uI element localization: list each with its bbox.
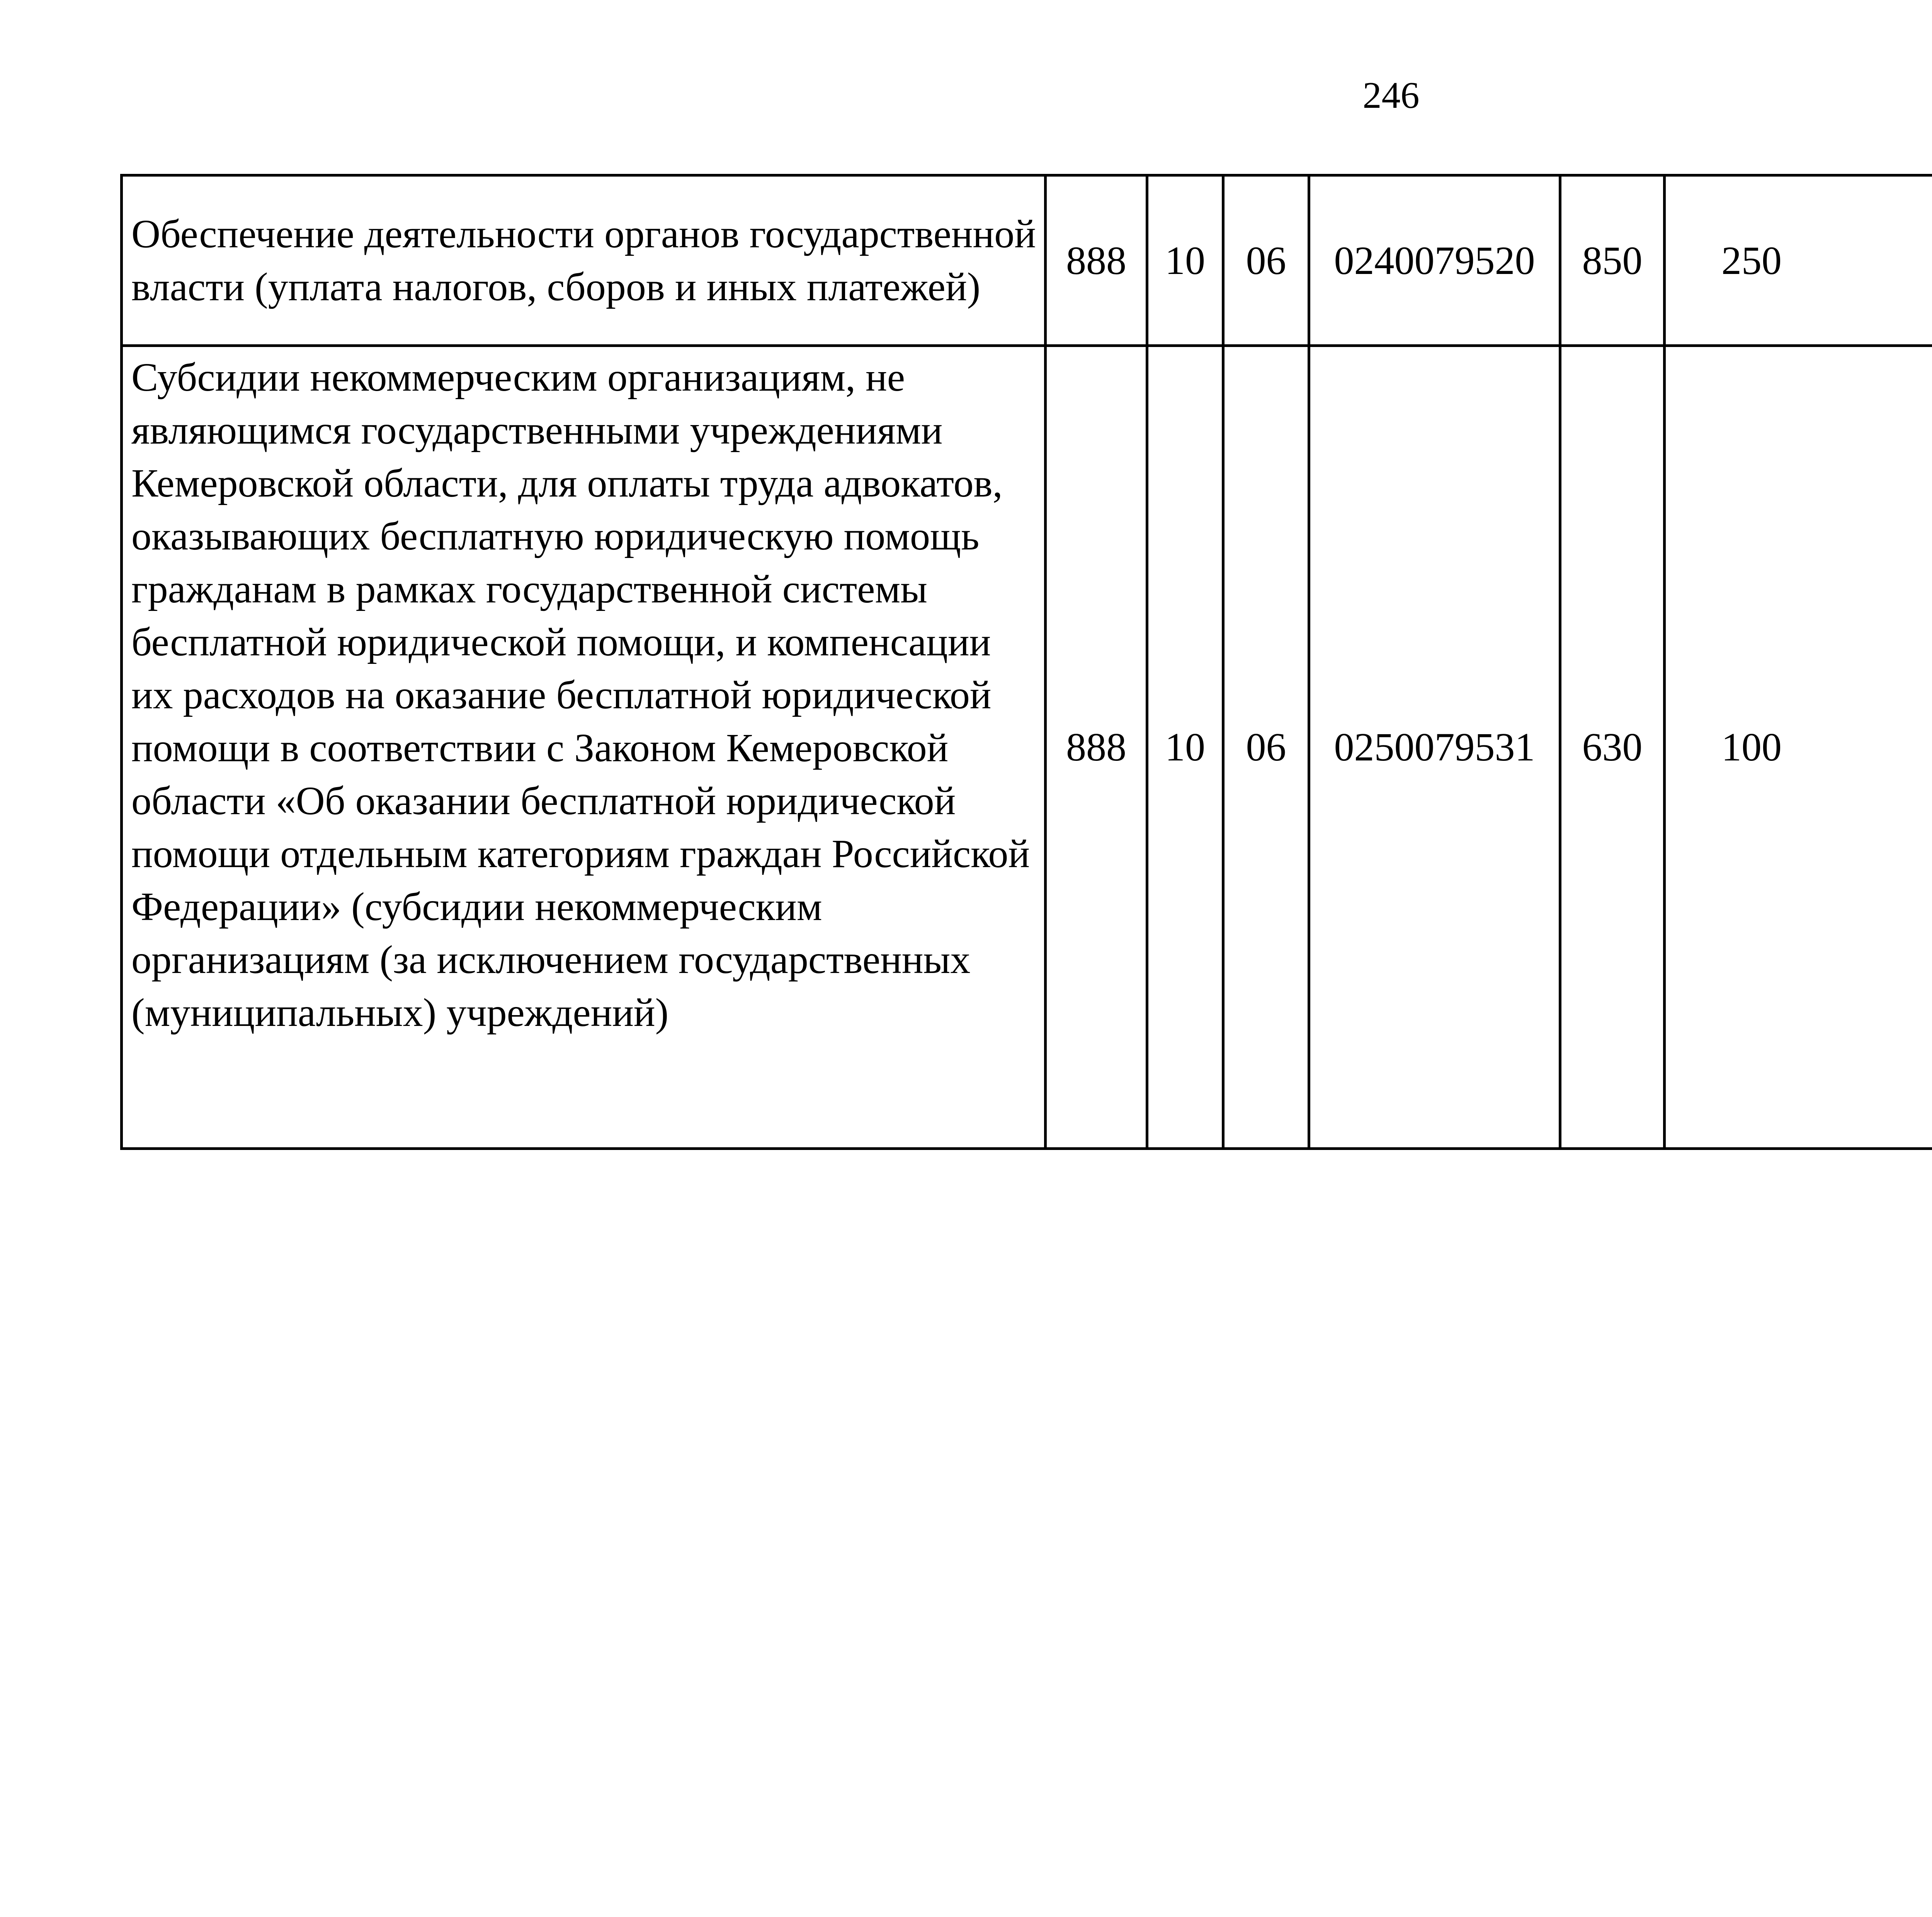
table-row	[122, 346, 1932, 1149]
subsection-cell: 06	[1223, 175, 1309, 346]
amount-cell-1: 250	[1665, 175, 1932, 346]
expense-name-cell: Обеспечение деятельности органов государственной власти (уплата налогов, сборов и иных платежей)	[122, 175, 1046, 346]
table-row	[122, 175, 1932, 346]
section-cell: 10	[1147, 346, 1223, 1149]
ved-code-cell: 888	[1046, 346, 1147, 1149]
target-article-cell: 0250079531	[1309, 346, 1560, 1149]
expense-type-cell: 850	[1560, 175, 1665, 346]
amount-cell-1: 100	[1665, 346, 1932, 1149]
target-article-cell: 0240079520	[1309, 175, 1560, 346]
expense-name-cell: Субсидии некоммерческим организациям, не являющимся государственными учреждениями Кемеровской области, для оплаты труда адвокатов, оказывающих бесплатную юридическую помощь гражданам в рамках государственной системы бесплатной юридической помощи, и компенсации их расходов на оказание бесплатной юридической помощи в соответствии с Законом Кемеровской области «Об оказании бесплатной юридической помощи отдельным категориям граждан Российской Федерации» (субсидии некоммерческим организациям (за исключением государственных (муниципальных) учреждений)	[122, 346, 1046, 1149]
budget-table	[120, 174, 1932, 1150]
page-number: 246	[1362, 75, 1420, 116]
section-cell: 10	[1147, 175, 1223, 346]
subsection-cell: 06	[1223, 346, 1309, 1149]
ved-code-cell: 888	[1046, 175, 1147, 346]
expense-type-cell: 630	[1560, 346, 1665, 1149]
